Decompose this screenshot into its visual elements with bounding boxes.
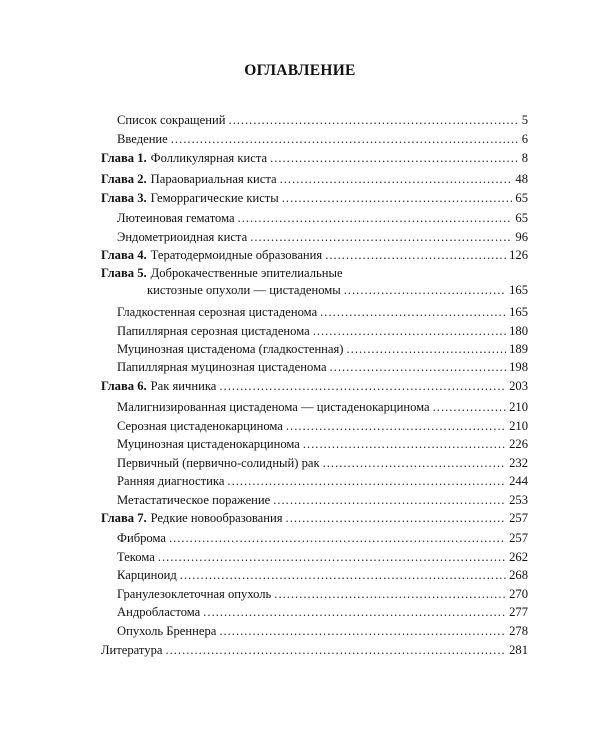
- dot-leader: [313, 322, 506, 340]
- page-number: 270: [509, 587, 528, 601]
- page-number: 65: [515, 211, 528, 225]
- dot-leader: [250, 228, 512, 246]
- dot-leader: [325, 246, 506, 264]
- dot-leader: [344, 281, 506, 299]
- page-number: 180: [509, 324, 528, 338]
- dot-leader: [165, 641, 506, 659]
- page-number: 281: [509, 643, 528, 657]
- toc-entry-line: [101, 189, 528, 207]
- page-number: 257: [509, 531, 528, 545]
- dot-leader: [227, 472, 506, 490]
- dot-leader: [171, 130, 519, 148]
- toc-entry: [0, 340, 600, 358]
- page-number: 278: [509, 624, 528, 638]
- dot-leader: [320, 303, 506, 321]
- page-number: 277: [509, 605, 528, 619]
- toc-entry: [0, 149, 600, 167]
- dot-leader: [323, 454, 507, 472]
- toc-entry: [0, 228, 600, 246]
- toc-entry-line: [101, 170, 528, 188]
- toc-entry-line: [147, 281, 528, 299]
- page-number: 96: [515, 230, 528, 244]
- toc-entry-line: [117, 622, 528, 640]
- toc-entry-line: [117, 322, 528, 340]
- toc-entry-line: [101, 149, 528, 167]
- entry-title: Список сокращений: [117, 113, 226, 127]
- toc-entry-line: [101, 377, 528, 395]
- page-number: 226: [509, 437, 528, 451]
- dot-leader: [158, 548, 506, 566]
- toc-entry: [0, 111, 600, 129]
- chapter-number: Глава 6.: [101, 379, 147, 393]
- toc-entry: [0, 548, 600, 566]
- toc-entry: [0, 358, 600, 376]
- toc-entry-line: [117, 454, 528, 472]
- page-number: 198: [509, 360, 528, 374]
- page-number: 257: [509, 511, 528, 525]
- toc-entry: [0, 435, 600, 453]
- toc-entry: [0, 322, 600, 340]
- page-number: 65: [515, 191, 528, 205]
- toc-entry-line: [117, 209, 528, 227]
- entry-title: Тератодермоидные образования: [150, 248, 323, 262]
- toc-entry: [0, 246, 600, 264]
- dot-leader: [273, 491, 506, 509]
- dot-leader: [286, 509, 507, 527]
- toc-entry: [0, 585, 600, 603]
- page-number: 210: [509, 400, 528, 414]
- entry-title: Карциноид: [117, 568, 177, 582]
- dot-leader: [433, 398, 506, 416]
- entry-title: Рак яичника: [150, 379, 217, 393]
- toc-entry-line: [117, 472, 528, 490]
- entry-title: Папиллярная серозная цистаденома: [117, 324, 310, 338]
- entry-title: Лютеиновая гематома: [117, 211, 235, 225]
- toc-entry-line: [117, 340, 528, 358]
- chapter-number: Глава 7.: [101, 511, 147, 525]
- dot-leader: [303, 435, 506, 453]
- toc-entry-line: [101, 641, 528, 659]
- dot-leader: [347, 340, 507, 358]
- toc-entry: [0, 130, 600, 148]
- page-number: 165: [509, 305, 528, 319]
- toc-entry-line: [117, 566, 528, 584]
- page-number: 262: [509, 550, 528, 564]
- page-number: 5: [521, 113, 528, 127]
- page-number: 165: [509, 283, 528, 297]
- entry-title: Введение: [117, 132, 168, 146]
- toc-entry-line: [117, 228, 528, 246]
- dot-leader: [203, 603, 506, 621]
- dot-leader: [286, 417, 506, 435]
- entry-title: Метастатическое поражение: [117, 493, 271, 507]
- dot-leader: [219, 622, 506, 640]
- dot-leader: [180, 566, 506, 584]
- page-number: 8: [521, 151, 528, 165]
- entry-title: Текома: [117, 550, 155, 564]
- entry-title: Редкие новообразования: [150, 511, 283, 525]
- dot-leader: [280, 170, 513, 188]
- toc-entry-line: [117, 585, 528, 603]
- page-number: 232: [509, 456, 528, 470]
- toc-entry: [0, 266, 600, 299]
- page-number: 244: [509, 474, 528, 488]
- toc-entry-line: [117, 398, 528, 416]
- toc-entry: [0, 377, 600, 395]
- toc-entry-line: [117, 358, 528, 376]
- entry-title-line1: Доброкачественные эпителиальные: [150, 266, 343, 280]
- page-number: 189: [509, 342, 528, 356]
- toc-entry-first-line: [101, 264, 343, 282]
- entry-title: Эндометриоидная киста: [117, 230, 248, 244]
- dot-leader: [274, 585, 506, 603]
- entry-title: Муцинозная цистаденокарцинома: [117, 437, 300, 451]
- page-number: 210: [509, 419, 528, 433]
- entry-title: Серозная цистаденокарцинома: [117, 419, 283, 433]
- toc-entry: [0, 189, 600, 207]
- toc-entry: [0, 641, 600, 659]
- toc-entry: [0, 491, 600, 509]
- toc-entry-line: [117, 491, 528, 509]
- toc-entry-line: [101, 246, 528, 264]
- toc-entry-line: [101, 509, 528, 527]
- toc-entry-line: [117, 529, 528, 547]
- chapter-number: Глава 3.: [101, 191, 147, 205]
- page-number: 268: [509, 568, 528, 582]
- toc-entry: [0, 472, 600, 490]
- entry-title: Папиллярная муцинозная цистаденома: [117, 360, 327, 374]
- toc-entry: [0, 603, 600, 621]
- page-number: 48: [515, 172, 528, 186]
- entry-title: Гранулезоклеточная опухоль: [117, 587, 272, 601]
- entry-title: Литература: [101, 643, 163, 657]
- dot-leader: [270, 149, 519, 167]
- entry-title: Муцинозная цистаденома (гладкостенная): [117, 342, 344, 356]
- toc-entry: [0, 509, 600, 527]
- entry-title: кистозные опухоли — цистаденомы: [147, 283, 341, 297]
- entry-title: Фолликулярная киста: [150, 151, 268, 165]
- toc-entry-line: [117, 130, 528, 148]
- toc-entry-line: [117, 111, 528, 129]
- page-number: 126: [509, 248, 528, 262]
- page-number: 203: [509, 379, 528, 393]
- entry-title: Фиброма: [117, 531, 166, 545]
- chapter-number: Глава 1.: [101, 151, 147, 165]
- toc-entry-line: [117, 417, 528, 435]
- page-title: ОГЛАВЛЕНИЕ: [244, 62, 356, 79]
- entry-title: Геморрагические кисты: [150, 191, 279, 205]
- toc-entry: [0, 209, 600, 227]
- dot-leader: [330, 358, 507, 376]
- toc-entry: [0, 566, 600, 584]
- dot-leader: [238, 209, 513, 227]
- toc-entry: [0, 170, 600, 188]
- toc-entry: [0, 454, 600, 472]
- toc-entry: [0, 303, 600, 321]
- chapter-number: Глава 5.: [101, 266, 147, 280]
- toc-entry: [0, 529, 600, 547]
- toc-entry-line: [117, 303, 528, 321]
- entry-title: Параовариальная киста: [150, 172, 277, 186]
- entry-title: Малигнизированная цистаденома — цистаденокарцинома: [117, 400, 430, 414]
- dot-leader: [169, 529, 506, 547]
- entry-title: Ранняя диагностика: [117, 474, 225, 488]
- toc-entry-line: [117, 435, 528, 453]
- entry-title: Опухоль Бреннера: [117, 624, 217, 638]
- toc-entry: [0, 417, 600, 435]
- toc-entry-line: [117, 603, 528, 621]
- toc-entry-line: [117, 548, 528, 566]
- entry-title: Андробластома: [117, 605, 201, 619]
- entry-title: Гладкостенная серозная цистаденома: [117, 305, 318, 319]
- toc-entry: [0, 398, 600, 416]
- toc-entry: [0, 622, 600, 640]
- chapter-number: Глава 4.: [101, 248, 147, 262]
- dot-leader: [282, 189, 513, 207]
- page-number: 6: [521, 132, 528, 146]
- entry-title: Первичный (первично-солидный) рак: [117, 456, 320, 470]
- dot-leader: [228, 111, 518, 129]
- page-number: 253: [509, 493, 528, 507]
- dot-leader: [219, 377, 506, 395]
- chapter-number: Глава 2.: [101, 172, 147, 186]
